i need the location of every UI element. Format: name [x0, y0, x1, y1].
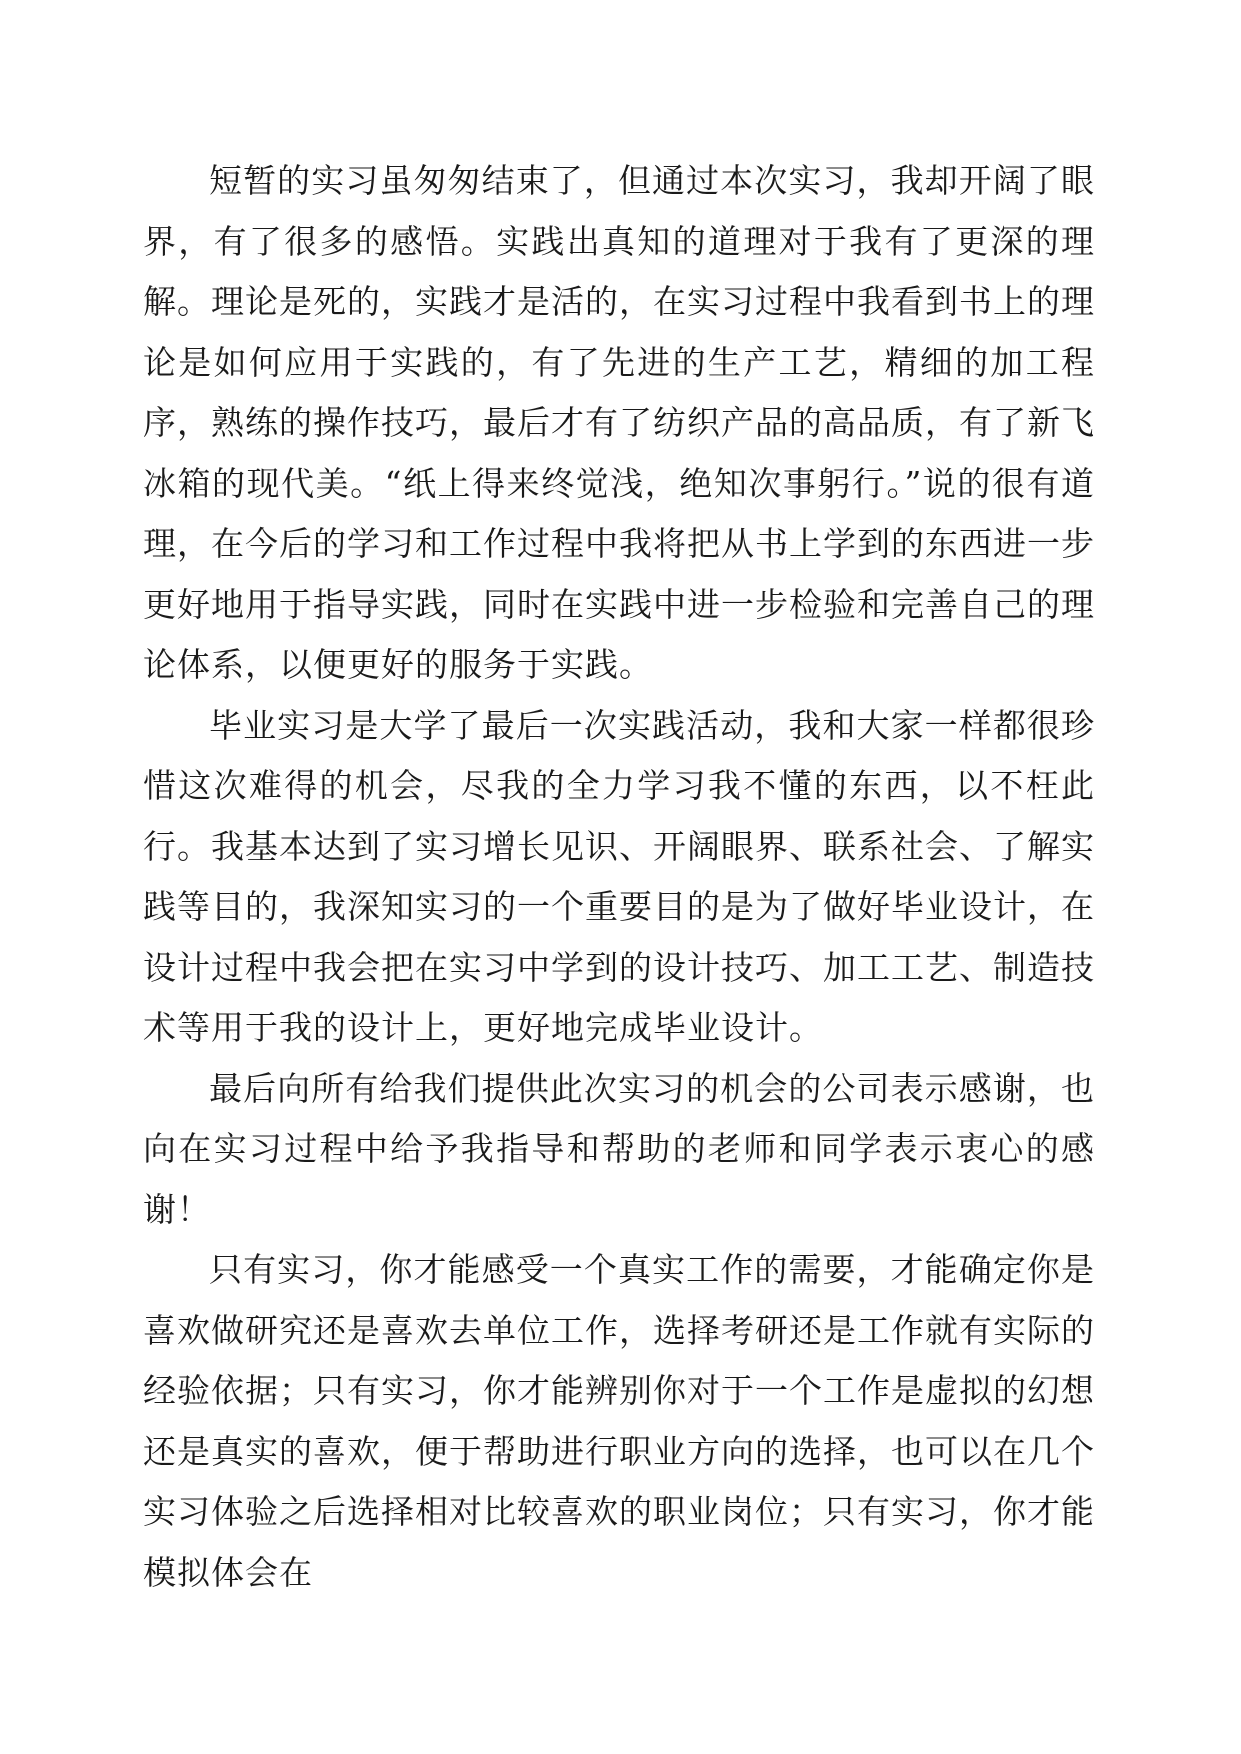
paragraph-acknowledgement: 最后向所有给我们提供此次实习的机会的公司表示感谢，也向在实习过程中给予我指导和帮助的老师和同学表示衷心的感谢！	[143, 1068, 1095, 1229]
paragraph-internship-summary: 短暂的实习虽匆匆结束了，但通过本次实习，我却开阔了眼界，有了很多的感悟。实践出真知的道理对于我有了更深的理解。理论是死的，实践才是活的，在实习过程中我看到书上的理论是如何应用于实践的，有了先进的生产工艺，精细的加工程序，熟练的操作技巧，最后才有了纺织产品的高品质，有了新飞冰箱的现代美。“纸上得来终觉浅，绝知次事躬行。”说的很有道理，在今后的学习和工作过程中我将把从书上学到的东西进一步更好地用于指导实践，同时在实践中进一步检验和完善自己的理论体系，以便更好的服务于实践。	[143, 161, 1095, 684]
paragraph-graduation-internship: 毕业实习是大学了最后一次实践活动，我和大家一样都很珍惜这次难得的机会，尽我的全力学习我不懂的东西，以不枉此行。我基本达到了实习增长见识、开阔眼界、联系社会、了解实践等目的，我深知实习的一个重要目的是为了做好毕业设计，在设计过程中我会把在实习中学到的设计技巧、加工工艺、制造技术等用于我的设计上，更好地完成毕业设计。	[143, 705, 1095, 1047]
document-body	[143, 151, 1095, 1603]
paragraph-internship-value: 只有实习，你才能感受一个真实工作的需要，才能确定你是喜欢做研究还是喜欢去单位工作，选择考研还是工作就有实际的经验依据；只有实习，你才能辨别你对于一个工作是虚拟的幻想还是真实的喜欢，便于帮助进行职业方向的选择，也可以在几个实习体验之后选择相对比较喜欢的职业岗位；只有实习，你才能模拟体会在	[143, 1250, 1095, 1592]
